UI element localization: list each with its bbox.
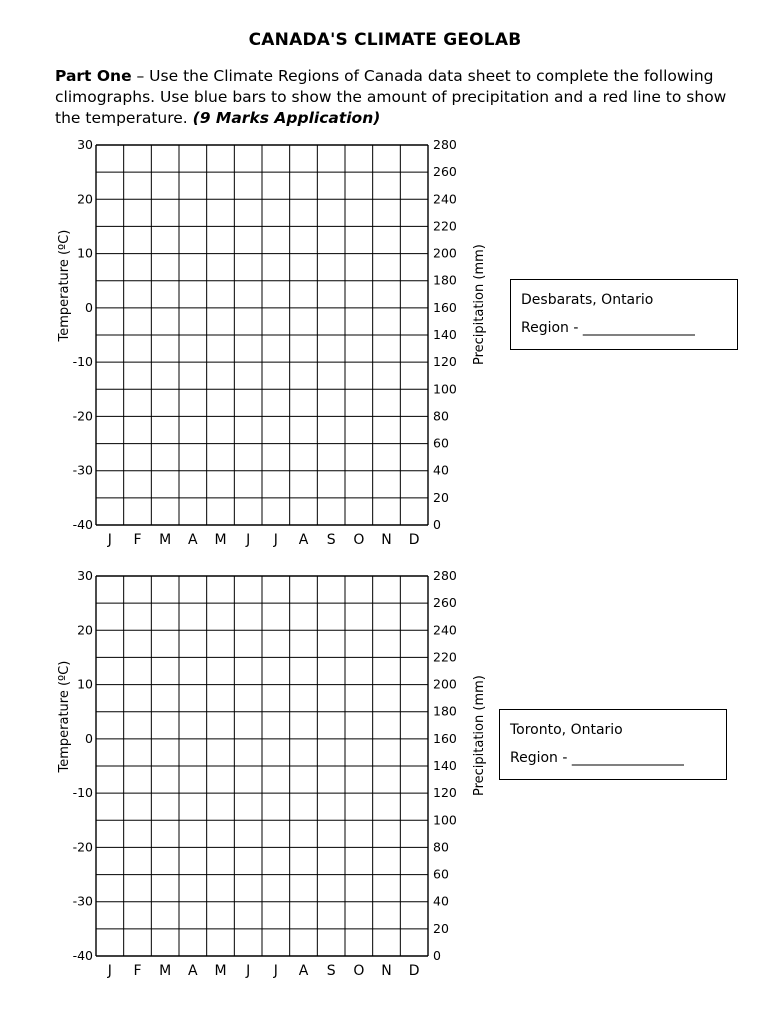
precipitation-tick-label: 240 [433,191,457,207]
temperature-tick-label: 30 [77,137,93,152]
temperature-tick-label: -30 [72,462,93,478]
precipitation-tick-label: 100 [433,812,457,828]
climograph-desbarats [0,130,770,560]
precipitation-tick-label: 40 [433,893,449,909]
region-field[interactable]: Region - ________________ [510,750,684,766]
precipitation-tick-label: 0 [433,948,441,963]
precipitation-tick-label: 80 [433,408,449,424]
location-name: Desbarats, Ontario [521,292,654,308]
part-label: Part One [55,67,132,85]
month-label: A [298,963,309,979]
month-label: J [107,963,112,979]
precipitation-tick-label: 120 [433,785,457,801]
location-box-desbarats [510,279,738,350]
precipitation-tick-label: 40 [433,462,449,478]
precipitation-tick-label: 20 [433,920,449,936]
location-name: Toronto, Ontario [510,722,623,738]
page-title: CANADA'S CLIMATE GEOLAB [248,30,522,50]
month-label: M [214,963,227,979]
month-label: A [188,963,198,979]
precipitation-tick-label: 240 [433,622,457,638]
month-label: J [246,963,251,979]
precipitation-tick-label: 140 [433,758,457,773]
month-label: O [353,532,365,548]
precipitation-tick-label: 140 [433,327,457,342]
precipitation-tick-label: 220 [433,649,457,665]
temperature-tick-label: -10 [72,354,93,370]
temperature-tick-label: -20 [72,408,93,424]
month-label: M [159,963,172,979]
instructions [55,66,745,129]
temperature-tick-label: -30 [72,893,93,909]
precipitation-tick-label: 220 [433,218,457,234]
temperature-axis-title: Temperature (ºC) [57,229,72,342]
temperature-tick-label: 10 [77,245,93,261]
precipitation-tick-label: 280 [433,568,457,583]
month-label: M [214,532,227,548]
month-label: O [353,963,365,979]
location-box-toronto [499,709,727,780]
temperature-tick-label: -20 [72,839,93,855]
month-label: D [408,532,420,548]
precipitation-tick-label: 120 [433,354,457,370]
temperature-tick-label: 20 [77,622,93,638]
precipitation-axis-title: Precipitation (mm) [472,675,487,797]
precipitation-tick-label: 60 [433,435,449,451]
temperature-axis-title: Temperature (ºC) [57,660,72,773]
climograph-toronto [0,561,770,991]
temperature-tick-label: 10 [77,676,93,692]
temperature-tick-label: 0 [85,730,93,746]
precipitation-tick-label: 280 [433,137,457,152]
temperature-tick-label: 20 [77,191,93,207]
month-label: J [273,532,278,548]
precipitation-tick-label: 160 [433,299,457,315]
precipitation-tick-label: 20 [433,489,449,505]
month-label: N [381,963,392,979]
precipitation-tick-label: 100 [433,381,457,397]
temperature-tick-label: 0 [85,299,93,315]
temperature-tick-label: -10 [72,785,93,801]
temperature-tick-label: 30 [77,568,93,583]
month-label: S [326,532,336,548]
month-label: N [381,532,392,548]
month-label: A [298,532,309,548]
precipitation-tick-label: 180 [433,703,457,719]
precipitation-tick-label: 260 [433,164,457,180]
month-label: D [408,963,420,979]
month-label: J [246,532,251,548]
month-label: J [107,532,112,548]
region-field[interactable]: Region - ________________ [521,320,695,336]
precipitation-tick-label: 180 [433,272,457,288]
precipitation-tick-label: 200 [433,245,457,261]
month-label: F [133,963,142,979]
precipitation-tick-label: 260 [433,595,457,611]
month-label: M [159,532,172,548]
instructions-text: – Use the Climate Regions of Canada data sheet to complete the following climographs. Use blue bars to show the amount of precipitation and a red line to show the temperature. [55,67,727,127]
precipitation-axis-title: Precipitation (mm) [472,244,487,366]
month-label: S [326,963,336,979]
precipitation-tick-label: 200 [433,676,457,692]
month-label: J [273,963,278,979]
precipitation-tick-label: 160 [433,730,457,746]
precipitation-tick-label: 0 [433,517,441,532]
precipitation-tick-label: 60 [433,866,449,882]
month-label: F [133,532,142,548]
month-label: A [188,532,198,548]
marks-label: (9 Marks Application) [192,109,381,127]
temperature-tick-label: -40 [72,517,93,532]
temperature-tick-label: -40 [72,948,93,963]
precipitation-tick-label: 80 [433,839,449,855]
